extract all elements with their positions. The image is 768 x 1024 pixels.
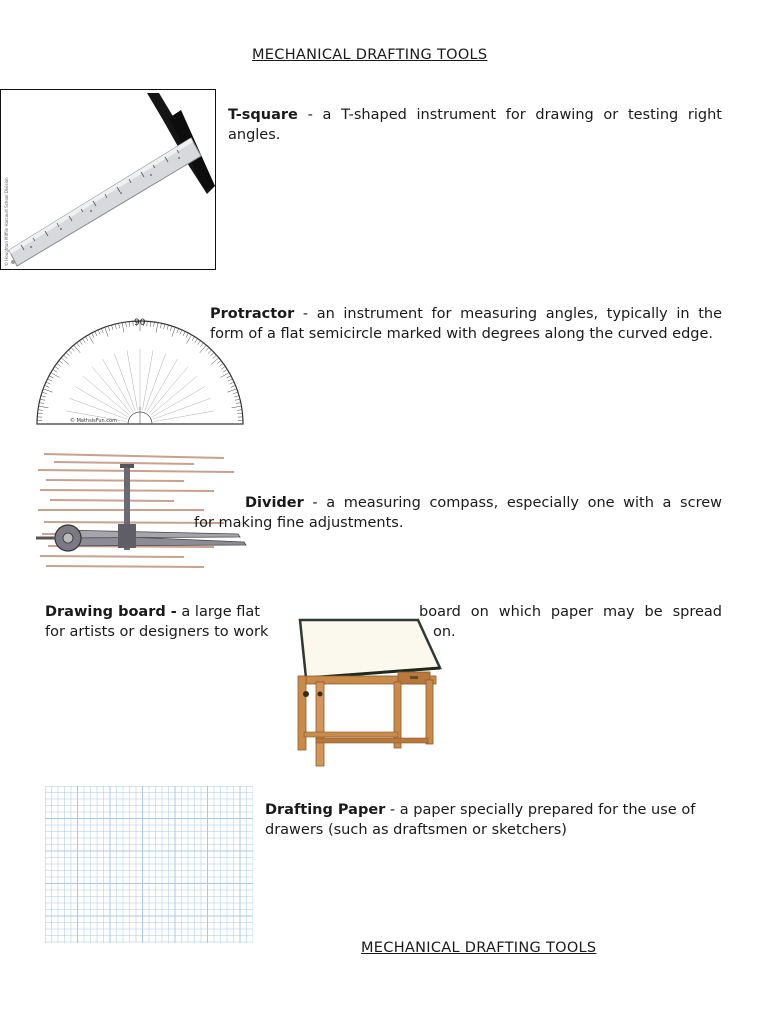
drawing-board-line1-right: board on which paper may be spread [419,604,722,620]
drafting-paper-text: - a paper specially prepared for the use of drawers (such as draftsmen or sketchers) [265,802,696,838]
divider-term: Divider [245,495,304,511]
grid-paper-image [45,786,253,943]
t-square-description [228,105,722,145]
protractor-term: Protractor [210,306,295,322]
protractor-credit: © MathsIsFun.com [70,418,117,424]
page-title-bottom: MECHANICAL DRAFTING TOOLS [361,940,597,956]
divider-text: - a measuring compass, especially one with a screw [303,495,722,511]
t-square-credit: © Houghton Mifflin Harcourt School Division [4,177,9,266]
divider-description [194,493,722,533]
drafting-table-image [290,614,442,770]
protractor-90-label: 90 [134,318,146,328]
drafting-paper-description [265,800,725,840]
drawing-board-text-1: a large flat [176,604,260,620]
protractor-description [210,304,722,344]
drawing-board-term: Drawing board - [45,604,177,620]
page-title: MECHANICAL DRAFTING TOOLS [252,47,488,63]
drawing-board-line1-left [45,602,281,622]
t-square-text: - a T-shaped instrument for drawing or testing right angles. [228,107,722,143]
protractor-text: - an instrument for measuring angles, typically in the form of a flat semicircle marked with degrees along the curved edge. [210,306,722,342]
t-square-term: T-square [228,107,298,123]
drawing-board-line2-left: for artists or designers to work [45,624,269,640]
t-square-image [0,89,216,270]
drawing-board-line2-right: on. [433,624,456,640]
divider-text-line2: for making fine adjustments. [194,515,404,531]
drafting-paper-term: Drafting Paper [265,802,386,818]
